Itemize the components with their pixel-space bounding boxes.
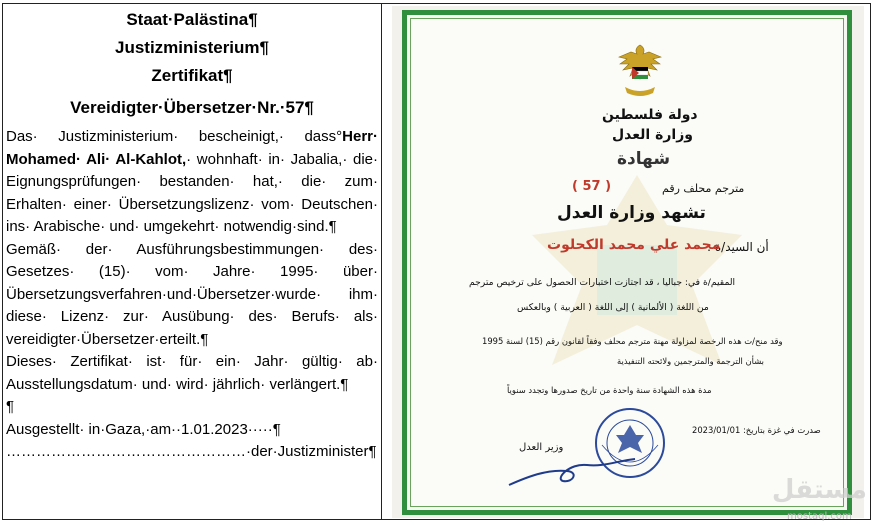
license-line: وقد منح/ت هذه الرخصة لمزاولة مهنة مترجم محلف وفقاً لقانون رقم (15) لسنة 1995 [482,336,783,346]
law-line: بشأن الترجمة والمترجمين ولائحته التنفيذية [617,356,765,366]
paragraph-3: Dieses· Zertifikat· ist· für· ein· Jahr· gültig· ab· Ausstellungsdatum· und· wird· jährlich· verlängert.¶ [6,353,378,393]
translation-body [6,126,378,464]
heading-translator: Vereidigter·Übersetzer·Nr.·57¶ [70,98,314,117]
brand-watermark-domain: mostaql.com [787,511,852,522]
ministry-certifies: تشهد وزارة العدل [557,203,706,223]
issued-date-line: صدرت في غزة بتاريخ: 2023/01/01 [692,425,821,435]
certificate-image [392,6,867,522]
column-divider [381,3,382,520]
translator-name: Herr· Mohamed· Ali· Al-Kahlot, [6,128,378,168]
emblem-watermark-icon [492,165,782,385]
heading-ministry: Justizministerium¶ [115,38,269,57]
paragraph-2: Gemäß· der· Ausführungsbestimmungen· des· Gesetzes· (15)· vom· Jahre· 1995· über· Übersetzungsverfahren·und·Übersetzer·wurde· ihm· diese· Lizenz· zur· Ausübung· des· Berufs· als· vereidigter·Übersetzer·erteilt.¶ [6,240,378,348]
translation-column [6,6,378,464]
heading-certificate: Zertifikat¶ [151,66,233,85]
minister-title: وزير العدل [519,442,564,453]
eagle-emblem-icon [617,43,663,101]
mr-label: أن السيد/ة : [707,240,769,254]
para1-start: Das· Justizministerium· bescheinigt,· dass° [6,128,343,145]
paragraph-4: ¶ [6,398,15,415]
minister-signature-icon [507,455,637,491]
paragraph-1 [6,126,378,239]
ministry-name: وزارة العدل [612,127,693,143]
certificate-name: محمد علي محمد الكحلوت [547,237,721,253]
para1-end: · wohnhaft· in· Jabalia,· die· Eignungsprüfungen· bestanden· hat,· die· zum· Erhalten· einer· Übersetzungslizenz· vom· Deutschen· ins· Arabische· und· umgekehrt· notwendig·sind.¶ [6,150,378,235]
state-name: دولة فلسطين [602,107,698,123]
issued-line: Ausgestellt· in·Gaza,·am··1.01.2023·····¶ [6,420,281,438]
translator-number-label: مترجم محلف رقم [662,182,745,195]
certificate-frame [402,10,867,522]
resident-line: المقيم/ة في: جباليا ، قد اجتازت اختبارات الحصول على ترخيص مترجم [469,277,736,288]
brand-watermark: مستقل [771,475,867,505]
signature-line: …………………………………………·der·Justizminister¶ [6,443,377,460]
language-line: من اللغة ( الألمانية ) إلى اللغة ( العربية ) وبالعكس [517,302,709,313]
translator-number: ( 57 ) [572,179,612,194]
validity-line: مدة هذه الشهادة سنة واحدة من تاريخ صدورها وتجدد سنوياً [507,385,712,395]
heading-country: Staat·Palästina¶ [126,10,258,29]
certificate-title: شهادة [617,149,671,169]
